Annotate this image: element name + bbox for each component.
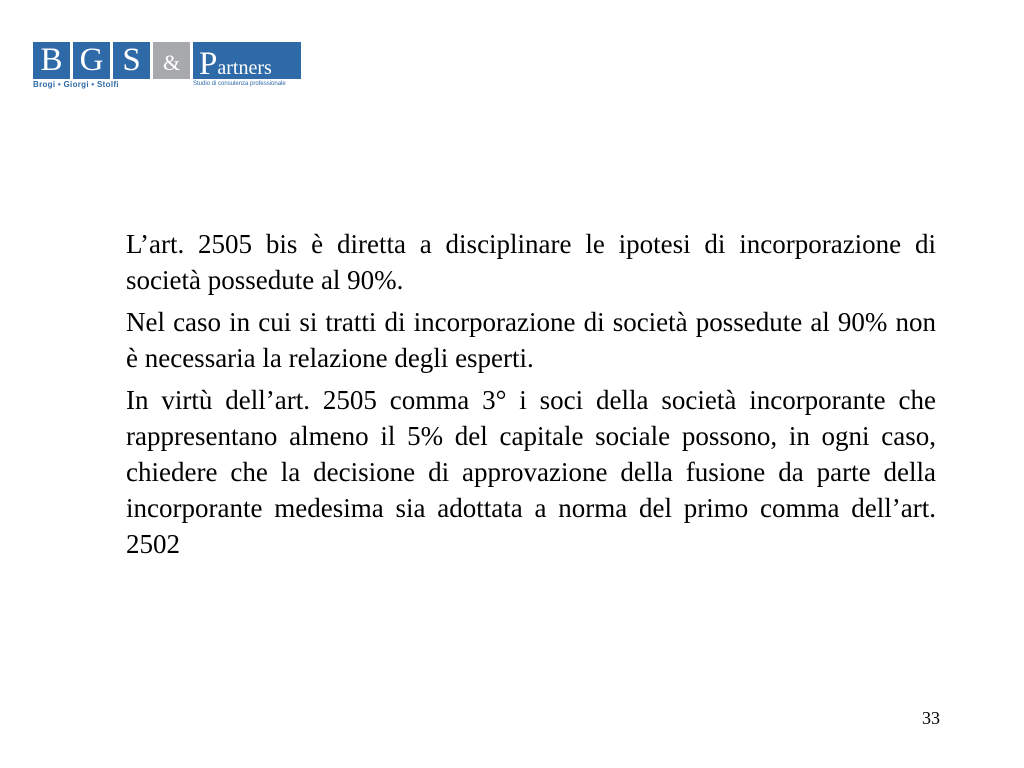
company-logo <box>33 40 305 92</box>
logo-founder-names: Brogi • Giorgi • Stolfi <box>33 80 119 89</box>
paragraph-2: Nel caso in cui si tratti di incorporazione di società possedute al 90% non è necessaria la relazione degli esperti. <box>126 307 936 373</box>
paragraph-3: In virtù dell’art. 2505 comma 3° i soci della società incorporante che rappresentano almeno il 5% del capitale sociale possono, in ogni caso, chiedere che la decisione di approvazione della fusione da parte della incorporante medesima sia adottata a norma del primo comma dell’art. 2502 <box>126 385 936 559</box>
logo-blocks <box>33 42 301 82</box>
logo-ampersand: & <box>153 42 190 79</box>
logo-letter-s: S <box>113 42 150 79</box>
logo-letter-b: B <box>33 42 70 79</box>
logo-letter-g: G <box>73 42 110 79</box>
logo-partners-rest: artners <box>217 57 272 79</box>
logo-partners-initial: P <box>199 46 218 82</box>
logo-tagline: Studio di consulenza professionale <box>193 81 286 87</box>
paragraph-1: L’art. 2505 bis è diretta a disciplinare le ipotesi di incorporazione di società possedute al 90%. <box>126 229 936 295</box>
page-number: 33 <box>922 708 940 728</box>
logo-partners <box>193 42 301 82</box>
slide-body <box>126 226 936 568</box>
